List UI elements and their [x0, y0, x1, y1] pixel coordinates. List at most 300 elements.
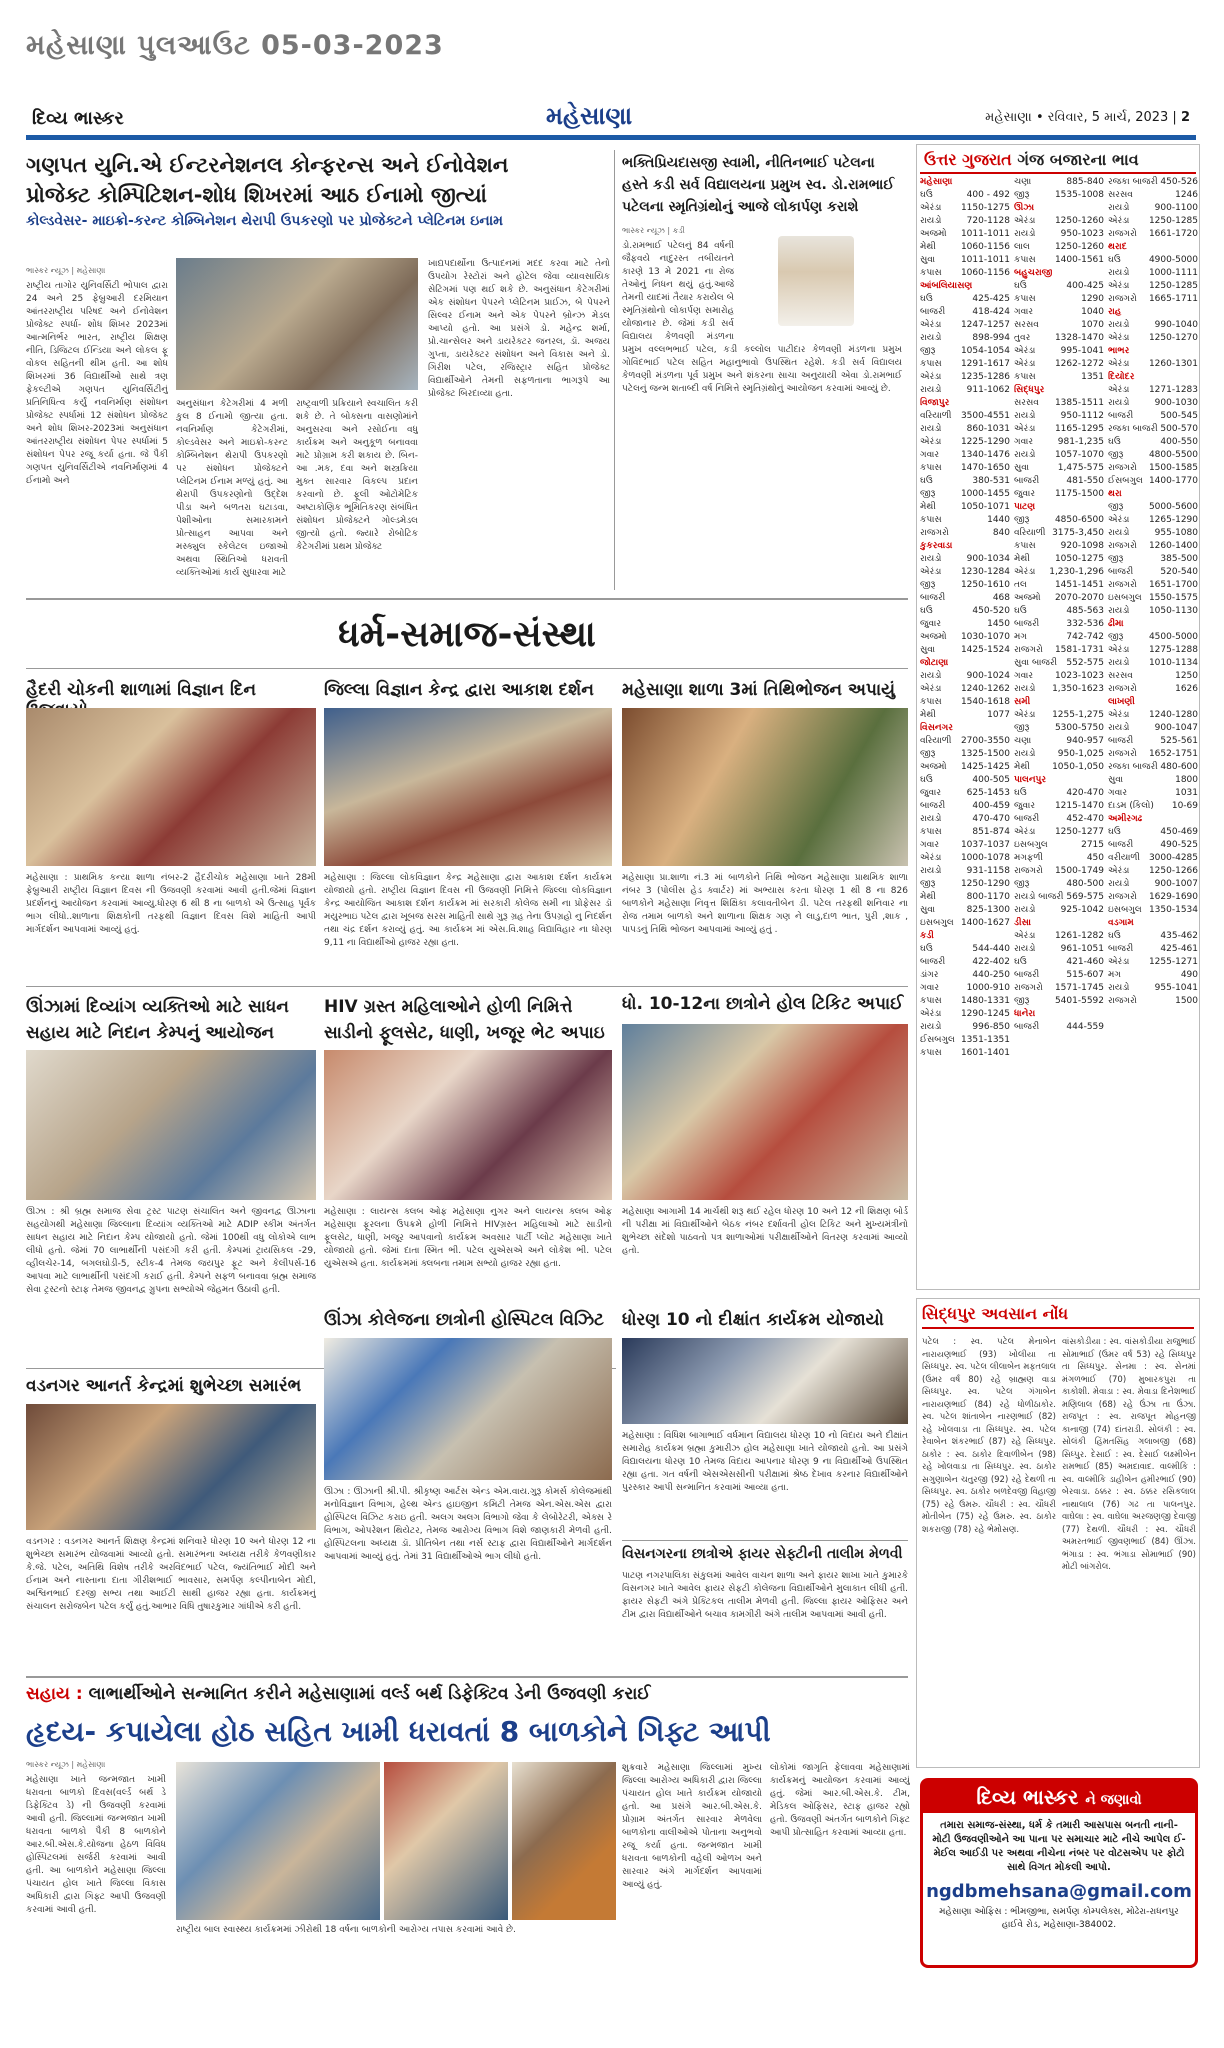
commodity-name: રાયડો	[1108, 398, 1130, 408]
commodity-price: 851-874	[972, 827, 1010, 837]
commodity-name: રાયડો	[920, 333, 942, 343]
market-price-row	[1108, 683, 1198, 696]
market-price-row	[1108, 631, 1198, 644]
market-column	[920, 176, 1010, 1288]
feature-col-2: શુક્રવારે મહેસાણા જિલ્લામાં મુખ્ય જિલ્લા આરોગ્ય અધિકારી દ્વારા જિલ્લા પંચાયત હોલ ખાતે કાર્યક્રમ યોજાયો હતો. આ પ્રસંગે આર.બી.એસ.કે. પ્રોગ્રામ અંતર્ગત સારવાર મેળવેલા બાળકોના વાલીઓએ પોતાના અનુભવો રજૂ કર્યા હતા. જન્મજાત ખામી ધરાવતા બાળકોની વહેલી ઓળખ અને સારવાર અંગે માર્ગદર્શન આપવામાં આવ્યું હતું.	[622, 1763, 762, 1890]
commodity-price: 4850-6500	[1054, 515, 1104, 525]
commodity-name: એરંડા	[1108, 710, 1130, 720]
commodity-name: રાજગરો	[1108, 463, 1137, 473]
market-price-row	[1108, 761, 1198, 774]
commodity-price: 1060-1156	[960, 242, 1010, 252]
commodity-price: 552-575	[1066, 658, 1104, 668]
market-price-row	[1014, 865, 1104, 878]
market-price-row	[1108, 657, 1198, 670]
commodity-name: રાયડો	[920, 814, 942, 824]
market-price-row	[1108, 670, 1198, 683]
commodity-price: 485-563	[1066, 606, 1104, 616]
commodity-price: 1011-1011	[960, 255, 1010, 265]
commodity-price: 1247-1257	[960, 320, 1010, 330]
market-price-row	[1014, 683, 1104, 696]
market-price-row	[1014, 462, 1104, 475]
commodity-price: 421-460	[1066, 957, 1104, 967]
market-price-row	[920, 202, 1010, 215]
commodity-price: 4900-5000	[1148, 255, 1198, 265]
contact-ad	[920, 1778, 1198, 1968]
story-photo	[622, 1338, 908, 1424]
lead-headline-2: પ્રોજેક્ટ કોમ્પિટિશન-શોધ શિખરમાં આઠ ઈનામો જીત્યાં	[26, 183, 487, 207]
commodity-name: સુવા બાજરી	[1014, 658, 1058, 668]
market-price-row	[1014, 228, 1104, 241]
commodity-price: 1800	[1175, 775, 1198, 785]
commodity-price: 1550-1575	[1148, 593, 1198, 603]
commodity-name: રાયડો	[1108, 983, 1130, 993]
commodity-name: જીરૂ	[920, 346, 936, 356]
market-price-row	[920, 293, 1010, 306]
commodity-name: રાયડો	[1108, 658, 1130, 668]
commodity-price: 1240-1262	[960, 684, 1010, 694]
commodity-name: જુવાર	[1014, 801, 1035, 811]
market-price-row	[1108, 995, 1198, 1008]
commodity-price: 898-994	[972, 333, 1010, 343]
commodity-name: ઇસબગુલ	[1108, 593, 1142, 603]
market-center-name: બહુચરાજી	[1014, 268, 1053, 278]
commodity-price: 742-742	[1066, 632, 1104, 642]
commodity-name: રજકા બાજરી	[1108, 424, 1158, 434]
market-price-row	[920, 917, 1010, 930]
commodity-name: રાયડો	[1014, 684, 1036, 694]
commodity-price: 450-520	[972, 606, 1010, 616]
market-price-row	[1108, 527, 1198, 540]
commodity-name: ઘઉં	[1108, 931, 1121, 941]
commodity-price: 4800-5500	[1148, 450, 1198, 460]
commodity-price: 950-1,025	[1057, 749, 1104, 759]
commodity-price: 885-840	[1066, 177, 1104, 187]
market-price-row	[1108, 215, 1198, 228]
commodity-price: 1165-1295	[1054, 424, 1104, 434]
market-price-row	[920, 423, 1010, 436]
market-price-row	[920, 319, 1010, 332]
commodity-price: 1000-1078	[960, 853, 1010, 863]
commodity-price: 444-559	[1066, 1022, 1104, 1032]
story-text: મહેસાણા : પ્રાથમિક કન્યા શાળા નંબર-2 હૈદરીચોક મહેસાણા ખાતે 28મી ફેબ્રુઆરી રાષ્ટ્રીય વિજ્ઞાન દિવસ ની ઉજવણી કરવામાં આવી હતી.જેમાં વિજ્ઞાન પ્રદર્શનનું આયોજન કરવામાં આવ્યુ.ધોરણ 6 થી 8 ના બાળકો એ ઉત્સાહ પૂર્વક ભાગ લીધો..શાળાના શિક્ષકોની તરફથી વિજ્ઞાન દિવસ વિશે માહિતી આપી માર્ગદર્શન આપવામાં આવ્યું હતું.	[26, 873, 316, 935]
commodity-name: બાજરી	[920, 593, 946, 603]
market-price-row	[920, 592, 1010, 605]
market-price-row	[1014, 306, 1104, 319]
commodity-price: 1626	[1175, 684, 1198, 694]
market-price-row	[1108, 930, 1198, 943]
story-text: ઊંઝા : ઊંઝાની શ્રી.પી. શ્રીકૃષ્ણ આર્ટસ એન્ડ એમ.વાય.ગુરૂ કોમર્સ કોલેજમાંથી મનોવિજ્ઞાન વિભાગ, હેલ્થ એન્ડ હાઇજીન કમિટી તેમજ એન.એસ.એસ દ્વારા હોસ્પિટલ વિઝિટ કરાઇ હતી. અલગ અલગ વિભાગો જેવા કે લેબોરેટરી, એક્સ રે વિભાગ, ઓપરેશન થિયેટર, તેમજ આરોગ્ય વિભાગ વિશે જાણકારી મેળવી હતી. હોસ્પિટલના અધ્યક્ષ ડૉ. પ્રીતિબેન તથા નર્સ સ્ટાફ દ્વારા વિદ્યાર્થીઓને માર્ગદર્શન આપવામાં આવ્યું હતું. તેમાં 31 વિદ્યાર્થીઓએ ભાગ લીધો હતો.	[324, 1487, 612, 1562]
commodity-name: રાયડો	[1014, 944, 1036, 954]
commodity-name: એરંડા	[1108, 333, 1130, 343]
commodity-name: એરંડા	[1108, 216, 1130, 226]
commodity-price: 5000-5600	[1148, 502, 1198, 512]
market-price-row	[920, 800, 1010, 813]
commodity-name: સરસવ	[1108, 190, 1133, 200]
commodity-name: જીરૂ	[920, 580, 936, 590]
commodity-price: 1451-1451	[1054, 580, 1104, 590]
commodity-name: રાયડો	[1014, 229, 1036, 239]
market-price-row	[920, 696, 1010, 709]
feature-kicker: સહાય :	[26, 1684, 83, 1704]
commodity-name: ઘઉં	[1014, 606, 1027, 616]
commodity-name: બાજરી	[920, 801, 946, 811]
market-center-name: આંબલિયાસણ	[920, 281, 973, 291]
commodity-name: ઘઉં	[920, 190, 933, 200]
market-price-row	[920, 488, 1010, 501]
tribute-text: ડો.રામભાઈ પટેલનું 84 વર્ષની જૈફવયે નાદુરસ્ત તબીયતને કારણે 13 મે 2021 ના રોજ તેઓનું નિધન થયું હતું.આજે તેમની યાદમાં તૈયાર કરાયેલ બે સ્મૃતિગ્રંથોનો લોકાર્પણ સમારોહ યોજાનાર છે. જેમાં કડી સર્વ વિદ્યાલય કેળવણી મંડળના પ્રમુખ વલ્લભભાઈ પટેલ, કડી કલ્લોલ પાટીદાર કેળવણી મંડળના પ્રમુખ ગોવિંદભાઈ પટેલ સહિત મહાનુભાવો ઉપસ્થિત રહેશે. કડી સર્વ વિદ્યાલય કેળવણી મંડળના પૂર્વ પ્રમુખ અને શંકરના સાચા અનુયાયી એવા ડો.રામભાઈ પટેલનું જન્મ શતાબ્દી વર્ષ નિમિત્તે સ્મૃતિગ્રંથોનું આયોજન કરવામાં આવ્યું છે.	[622, 241, 902, 394]
commodity-name: ગવાર	[1014, 671, 1034, 681]
feature-photo	[176, 1762, 380, 1920]
commodity-price: 544-440	[972, 944, 1010, 954]
commodity-name: મેથી	[920, 710, 936, 720]
market-price-row	[1014, 397, 1104, 410]
story-photo	[26, 708, 316, 866]
commodity-name: એરંડા	[1014, 931, 1036, 941]
commodity-name: સુવા	[920, 645, 936, 655]
commodity-name: રાજગરો	[1014, 983, 1043, 993]
commodity-name: રાજગરો	[1108, 541, 1137, 551]
commodity-price: 825-1300	[966, 905, 1010, 915]
commodity-name: રાયડો	[1014, 749, 1036, 759]
commodity-name: ઘઉં	[1014, 788, 1027, 798]
commodity-price: 1601-1401	[960, 1048, 1010, 1058]
commodity-price: 1325-1500	[960, 749, 1010, 759]
commodity-name: એરંડા	[1014, 346, 1036, 356]
dateline: મહેસાણા • રવિવાર, 5 માર્ચ, 2023 | 2	[985, 110, 1190, 125]
commodity-price: 452-470	[1066, 814, 1104, 824]
story-text: મહેસાણા : જિલ્લા લોકવિજ્ઞાન કેન્દ્ર મહેસાણા દ્વારા આકાશ દર્શન કાર્યક્રમ યોજાયો હતો. રાષ્ટ્રીય વિજ્ઞાન દિવસ ની ઉજવણી નિમિત્તે જિલ્લા લોકવિજ્ઞાન કેન્દ્ર આયોજિત આકાશ દર્શન કાર્યક્રમ માં સરકારી કોલેજ સમી ના પ્રોફેસર ડૉ મયુરભાઇ પટેલ દ્વારા ખૂબજ સરસ માહિતી સાથે ગુરૂ ગ્રહ તેના ઉપગ્રહો નુ નિદર્શન તથા ચંદ્ર દર્શન કરાવ્યું હતું. આ કાર્યક્રમ માં એસ.વિ.શાહ વિદ્યાવિહાર ના ધોરણ 9,11 ના વિદ્યાર્થીઓ હાજર રહ્યા હતા.	[324, 873, 612, 948]
commodity-price: 1175-1500	[1054, 489, 1104, 499]
market-price-row	[920, 527, 1010, 540]
market-price-row	[1014, 345, 1104, 358]
commodity-name: જીરૂ	[920, 749, 936, 759]
market-price-row	[1108, 280, 1198, 293]
feature-headline-2: હૃદય- કપાયેલા હોઠ સહિત ખામી ધરાવતાં 8 બાળકોને ગિફ્ટ આપી	[26, 1715, 771, 1748]
commodity-price: 1070	[1081, 320, 1104, 330]
story-photo	[622, 1024, 908, 1200]
commodity-name: ઘઉં	[920, 294, 933, 304]
market-price-row	[1014, 826, 1104, 839]
ad-text: તમારા સમાજ-સંસ્થા, ધર્મ કે તમારી આસપાસ બનતી નાની-મોટી ઉજવણીઓને આ પાના પર સમાચાર માટે નીચે આપેલ ઈ-મેઈલ આઈડી પર અથવા નીચેના નંબર પર વોટસએપ પર ફોટો સાથે વિગત મોકલી આપો.	[932, 1820, 1186, 1873]
commodity-price: 990-1040	[1154, 320, 1198, 330]
market-price-row	[1014, 280, 1104, 293]
market-price-row	[1108, 735, 1198, 748]
market-price-row	[1108, 384, 1198, 397]
commodity-price: 625-1453	[966, 788, 1010, 798]
commodity-name: ગવાર	[1014, 437, 1034, 447]
market-price-row	[920, 631, 1010, 644]
commodity-price: 1440	[987, 515, 1010, 525]
commodity-name: તલ	[1014, 580, 1027, 590]
feature-col-1: મહેસાણા ખાતે જન્મજાત ખામી ધરાવતા બાળકો દિવસ(વર્લ્ડ બર્થ ડે ડિફેક્ટિવ ડે) ની ઉજવણી કરવામાં આવી હતી. જિલ્લામાં જન્મજાત ખામી ધરાવતા બાળકો પૈકી 8 બાળકોને આર.બી.એસ.કે.યોજના હેઠળ વિવિધ હોસ્પિટલમાં સર્જરી કરવામાં આવી હતી. આ બાળકોને મહેસાણા જિલ્લા પંચાયત હોલ ખાતે જિલ્લા વિકાસ અધિકારી દ્વારા ગિફ્ટ આપી ઉજવણી કરવામાં આવી હતી.	[26, 1775, 166, 1915]
commodity-price: 420-470	[1066, 788, 1104, 798]
market-price-row	[920, 384, 1010, 397]
story-headline: ઊંઝામાં દિવ્યાંગ વ્યક્તિઓ માટે સાધન સહાય માટે નિદાન કેમ્પનું આયોજન	[26, 997, 289, 1043]
market-price-row	[1014, 579, 1104, 592]
market-price-row	[920, 501, 1010, 514]
commodity-name: રાજગરો	[1014, 645, 1043, 655]
commodity-name: એરંડા	[1108, 957, 1130, 967]
commodity-price: 1050-1130	[1148, 606, 1198, 616]
commodity-name: રાજગરો	[920, 528, 949, 538]
market-price-row	[920, 358, 1010, 371]
market-price-row	[1108, 267, 1198, 280]
commodity-name: લાલ	[1014, 242, 1030, 252]
commodity-name: એરંડા	[1014, 216, 1036, 226]
market-price-row	[1014, 332, 1104, 345]
market-price-row	[920, 332, 1010, 345]
market-center-name: જોટાણા	[920, 658, 949, 668]
commodity-name: રાયડો	[920, 216, 942, 226]
commodity-price: 1037-1037	[960, 840, 1010, 850]
commodity-price: 1050-1275	[1054, 554, 1104, 564]
story-headline: ઊંઝા કોલેજના છાત્રોની હોસ્પિટલ વિઝિટ	[324, 1310, 604, 1330]
feature-byline: ભાસ્કર ન્યૂઝ | મહેસાણા	[26, 1760, 106, 1769]
market-price-row	[1014, 605, 1104, 618]
market-price-row	[1108, 436, 1198, 449]
commodity-price: 940-957	[1066, 736, 1104, 746]
market-price-row	[920, 1034, 1010, 1047]
commodity-name: રાયડો	[920, 385, 942, 395]
commodity-price: 1261-1282	[1054, 931, 1104, 941]
obituary-title: સિદ્ધપુર અવસાન નોંધ	[922, 1304, 1194, 1329]
story-text: મહેસાણા : વિધિશ બાગાભાઈ વર્ધમાન વિદ્યાલય ધોરણ 10 નો વિદાય અને દીક્ષાંત સમારોહ કાર્યક્રમ બ્રહ્મા કુમારીઝ હોલ મહેસાણા ખાતે યોજાયો હતો. આ પ્રસંગે વિદ્યાલયના ધોરણ 10 તેમજ વિદાય આપનાર ધોરણ 9 ના વિદ્યાર્થીઓ ઉપસ્થિત રહ્યા હતા. ગત વર્ષની એસએસસીની પરીક્ષામાં શ્રેષ્ઠ દેખાવ કરનાર વિદ્યાર્થીઓને પુરસ્કાર આપી સન્માનિત કરવામાં આવ્યા હતા.	[622, 1431, 908, 1493]
market-price-row	[1108, 748, 1198, 761]
commodity-price: 332-536	[1066, 619, 1104, 629]
market-price-row	[1108, 579, 1198, 592]
commodity-name: સરસવ	[1014, 398, 1039, 408]
commodity-price: 995-1041	[1060, 346, 1104, 356]
commodity-name: રાજગરો	[1014, 866, 1043, 876]
commodity-price: 1250-1290	[960, 879, 1010, 889]
row-divider	[622, 1540, 908, 1541]
market-price-row	[1108, 176, 1198, 189]
commodity-name: બાજરી	[1108, 567, 1134, 577]
commodity-name: ઘઉં	[1014, 281, 1027, 291]
market-price-row	[920, 644, 1010, 657]
commodity-name: ઘઉં	[1108, 437, 1121, 447]
commodity-name: ઇસબગુલ	[920, 918, 954, 928]
commodity-price: 480-600	[1160, 762, 1198, 772]
commodity-price: 1260-1400	[1148, 541, 1198, 551]
market-price-row	[1014, 904, 1104, 917]
market-price-row	[1108, 826, 1198, 839]
commodity-price: 5401-5592	[1054, 996, 1104, 1006]
market-price-row	[1014, 618, 1104, 631]
commodity-price: 720-1128	[966, 216, 1010, 226]
commodity-name: કપાસ	[1014, 372, 1036, 382]
market-price-row	[1014, 449, 1104, 462]
commodity-price: 1000-1111	[1148, 268, 1198, 278]
market-center-name: ઢીમા	[1108, 619, 1124, 629]
market-price-row	[1108, 644, 1198, 657]
story-headline: ધો. 10-12ના છાત્રોને હોલ ટિકિટ અપાઈ	[622, 994, 904, 1014]
commodity-name: એરંડા	[1108, 359, 1130, 369]
commodity-name: કપાસ	[920, 463, 942, 473]
commodity-name: મગફળી	[1014, 853, 1043, 863]
lead-col-3: રાષ્ટ્રવાળી પ્રક્રિયાને સ્વચાલિત કરી શકે છે. તે બોક્સના વાસણોમાંને અનુસરવા અને રસોઈના વધુ કાર્યક્રમ અને અનુકૂળ બનાવવા માટે પ્રોગ્રામ કરી શકાય છે. બિન-આ .મક, દવા અને શસ્ત્રક્રિયા મુક્ત સારવાર વિકલ્પ પ્રદાન કરવાનો છે. ફૂલી ઓટોમેટિક અષ્ટાકોણિક ભૂમિતિકરણ સંબંધિત સંશોધન પ્રોજેક્ટને ગોલ્ડમેડલ જીત્યો હતો. જ્યારે રોબોટિક કેટેગરીમાં પ્રથમ પ્રોજેક્ટ	[296, 399, 418, 552]
commodity-price: 450-526	[1160, 177, 1198, 187]
story-text: મહેસાણા આગામી 14 માર્ચથી શરૂ થઈ રહેલ ધોરણ 10 અને 12 ની શિક્ષણ બોર્ડ ની પરીક્ષા માં વિદ્યાર્થીઓને બેઠક નંબર દર્શાવતી હોલ ટિકિટ અને મુખ્યમંત્રીનો શુભેચ્છા સંદેશો પાઠવતો પત્ર શાળાઓમાં પરીક્ષાર્થીઓને વિતરણ કરવામાં આવ્યો હતો.	[622, 1207, 908, 1256]
story-headline: ધોરણ 10 નો દીક્ષાંત કાર્યક્રમ યોજાયો	[622, 1310, 884, 1330]
market-price-row	[1108, 553, 1198, 566]
commodity-price: 1328-1470	[1054, 333, 1104, 343]
commodity-price: 1290-1245	[960, 1009, 1010, 1019]
market-price-row	[920, 618, 1010, 631]
commodity-name: સરસવ	[1108, 671, 1133, 681]
market-price-row	[920, 774, 1010, 787]
market-price-row	[920, 1047, 1010, 1060]
obituary-col-2: વાંસકોડીયા : સ્વ. વાંસકોડીયા રાજુભાઈ સોમાભાઈ (ઉમર વર્ષ 53) રહે સિધ્ધપુર તા સિધ્ધપુર. સેનમા : સ્વ. સેનમાં મંગળભાઈ (70) મુબારકપુરા તા કાકોશી. મેવાડા : સ્વ. મેવાડા દિનેશભાઈ મણિલાલ (68) રહે ઉંઝા તા ઉંઝા. રાજપૂત : સ્વ. રાજપૂત મોહનજી કાનાજી (74) દાંતરાડી. સોલંકી : સ્વ. સોલંકી હિંમતસિંહ ગલાબજી (68) સિધ્પુર. દેસાઈ : સ્વ. દેસાઈ લક્ષ્મીબેન રામભાઈ (85) અમદાવાદ. વાલ્મીકિ : સ્વ. વાલ્મીકિ ડાહીબેન હમીરભાઈ (90) બેરવાડા. ઠક્કર : સ્વ. ઠક્કર રસિકલાલ નાથાલાલ (76) ગઢ તા પાલનપુર. વાઘેલા : સ્વ. વાઘેલા અરજણજી દેવાજી (77) દેથળી. ચૌધરી : સ્વ. ચૌધરી અમરતભાઈ જીવણભાઈ (84) ઊંઝા. ભંગાડા : સ્વ. ભંગાડા સોમાભાઈ (90) મોટી બાંગરોલ.	[1062, 1337, 1196, 1572]
market-center-name: અમીરગઢ	[1108, 814, 1143, 824]
market-price-row	[1014, 982, 1104, 995]
commodity-name: ઘઉં	[1014, 957, 1027, 967]
commodity-price: 931-1158	[966, 866, 1010, 876]
commodity-price: 1271-1283	[1148, 385, 1198, 395]
commodity-price: 490	[1180, 970, 1198, 980]
market-price-row	[1108, 865, 1198, 878]
story-headline: HIV ગ્રસ્ત મહિલાઓને હોળી નિમિત્તે સાડીનો ફૂલસેટ, ધાણી, ખજૂર ભેટ અપાઇ	[324, 997, 605, 1043]
market-price-row	[1014, 475, 1104, 488]
commodity-name: મગ	[1014, 632, 1027, 642]
market-price-row	[1108, 904, 1198, 917]
lead-col-2: અનુસંધાન કેટેગરીમાં 4 મળી કુલ 8 ઈનામો જીત્યા હતા. નવનિર્માણ કેટેગરીમાં, કોલ્ડવેસર અને માઇક્રો-કરન્ટ કોમ્બિનેશન થેરાપી ઉપકરણો પર સંશોધન પ્રોજેક્ટને પ્લેટિનમ ઈનામ મળ્યું હતું. આ થેરાપી ઉપકરણોનો ઉદ્દેશ પીડા અને બળતરા ઘટાડવા, પેશીઓના સમારકામને પ્રોત્સાહન આપવા અને મસ્ક્યુલ સ્કેલેટલ ઇજાઓ અથવા સ્થિતિઓ ધરાવતી વ્યક્તિઓમાં કાર્ય સુધારવા માટે	[176, 399, 288, 578]
commodity-price: 418-424	[972, 307, 1010, 317]
commodity-name: જીરૂ	[1014, 996, 1030, 1006]
lead-story	[26, 150, 606, 232]
market-price-row	[1014, 878, 1104, 891]
commodity-price: 470-470	[972, 814, 1010, 824]
market-price-row	[1108, 943, 1198, 956]
market-title: ઉત્તર ગુજરાત ગંજ બજારના ભાવ	[920, 148, 1196, 174]
market-center-name: રાહ	[1108, 307, 1122, 317]
commodity-name: જીરૂ	[1014, 190, 1030, 200]
commodity-name: જુવાર	[920, 788, 941, 798]
commodity-price: 1262-1272	[1054, 359, 1104, 369]
commodity-price: 450-469	[1160, 827, 1198, 837]
market-price-row	[920, 982, 1010, 995]
commodity-name: જીરૂ	[1014, 879, 1030, 889]
commodity-name: ચણા	[1014, 736, 1032, 746]
brand-logo: દિવ્ય ભાસ્કર	[32, 108, 124, 129]
commodity-price: 1050-1,050	[1052, 762, 1104, 772]
market-price-row	[1014, 293, 1104, 306]
market-price-row	[1108, 189, 1198, 202]
commodity-price: 1340-1476	[960, 450, 1010, 460]
commodity-price: 911-1062	[966, 385, 1010, 395]
market-price-row	[1108, 787, 1198, 800]
commodity-price: 1011-1011	[960, 229, 1010, 239]
commodity-price: 1255-1271	[1148, 957, 1198, 967]
ad-address: મહેસાણા ઓફિસ : ભીમજીભા, સમર્પણ કોમ્પલેક્સ, મોઢેરા-રાધનપુર હાઈવે રોડ, મહેસાણા-384002.	[939, 1907, 1179, 1930]
section-title: ધર્મ-સમાજ-સંસ્થા	[338, 614, 596, 655]
market-center-name: થરાદ	[1108, 242, 1127, 252]
market-price-row	[920, 956, 1010, 969]
market-price-row	[920, 228, 1010, 241]
edition-line: મહેસાણા પુલઆઉટ 05-03-2023	[26, 30, 444, 61]
market-price-row	[920, 605, 1010, 618]
commodity-name: રજકા બાજરી	[1108, 177, 1158, 187]
commodity-name: રાયડો	[920, 671, 942, 681]
commodity-price: 1535-1008	[1054, 190, 1104, 200]
story-headline: જિલ્લા વિજ્ઞાન કેન્દ્ર દ્વારા આકાશ દર્શન	[324, 680, 594, 700]
commodity-name: અજમો	[920, 632, 947, 642]
commodity-name: રાયડો	[1108, 723, 1130, 733]
market-price-row	[1108, 332, 1198, 345]
commodity-price: 400-550	[1160, 437, 1198, 447]
commodity-price: 860-1031	[966, 424, 1010, 434]
lead-col-4: ખાદ્યપદાર્થોના ઉત્પાદનમાં મદદ કરવા માટે તેનો ઉપયોગ રેસ્ટોરાં અને હોટેલ જેવા વ્યાવસાયિક સેટિંગમાં પણ થઈ શકે છે. અનુસંધાન કેટેગરીમાં એક સંશોધન પેપરને પ્લેટિનમ પ્રાઈઝ, બે પેપરને સિલ્વર ઈનામ અને એક પેપરને બ્રોન્ઝ મેડલ આપ્યો હતો. આ પ્રસંગે ડો. મહેન્દ્ર શર્મા, પ્રો.ચાન્સેલર અને ડાયરેક્ટર જનરલ, ડૉ. અજય ગુપ્તા, ડાયરેક્ટર સંશોધન અને વિકાસ અને ડો. ગિરીશ પટેલ, રજિસ્ટ્રાર સહિત પ્રોજેક્ટ વિદ્યાર્થીઓને તેમની સફળતાના ભાગરૂપે આ પ્રોજેક્ટ બિરદાવ્યા હતા.	[428, 259, 610, 399]
commodity-name: મગ	[1108, 970, 1121, 980]
commodity-name: રાજગરો	[1108, 684, 1137, 694]
market-price-row	[920, 241, 1010, 254]
market-price-row	[1014, 631, 1104, 644]
market-price-row	[920, 345, 1010, 358]
commodity-name: જીરૂ	[1108, 450, 1124, 460]
commodity-price: 1250-1285	[1148, 281, 1198, 291]
commodity-name: કપાસ	[920, 359, 942, 369]
market-price-row	[1014, 371, 1104, 384]
market-price-row	[920, 1008, 1010, 1021]
commodity-price: 400-425	[1066, 281, 1104, 291]
market-price-row	[920, 709, 1010, 722]
commodity-name: ઘઉં	[1108, 827, 1121, 837]
commodity-price: 925-1042	[1060, 905, 1104, 915]
lead-subhead: કોલ્ડવેસર- માઇક્રો-કરન્ટ કોમ્બિનેશન થેરાપી ઉપકરણો પર પ્રોજેક્ટને પ્લેટિનમ ઇનામ	[26, 213, 504, 229]
commodity-name: ગવાર	[920, 450, 940, 460]
market-price-row	[1014, 254, 1104, 267]
commodity-name: એરંડા	[920, 1009, 942, 1019]
commodity-name: એરંડા	[920, 437, 942, 447]
commodity-name: કપાસ	[920, 1048, 942, 1058]
row-divider	[26, 986, 908, 987]
market-price-row	[1014, 657, 1104, 670]
market-price-row	[920, 1021, 1010, 1034]
commodity-price: 422-402	[972, 957, 1010, 967]
commodity-name: બાજરી	[1014, 619, 1040, 629]
commodity-name: બાજરી	[1108, 411, 1134, 421]
commodity-price: 1581-1731	[1054, 645, 1104, 655]
market-price-row	[920, 436, 1010, 449]
commodity-price: 1250	[1175, 671, 1198, 681]
market-price-row	[1014, 592, 1104, 605]
market-price-row	[1108, 475, 1198, 488]
feature-photo	[512, 1762, 616, 1920]
commodity-price: 1351-1351	[960, 1035, 1010, 1045]
commodity-name: અજમો	[920, 229, 947, 239]
commodity-name: કપાસ	[1014, 255, 1036, 265]
commodity-name: મેથી	[920, 892, 936, 902]
commodity-name: એરંડા	[920, 320, 942, 330]
commodity-name: રાયડો	[1108, 606, 1130, 616]
commodity-name: અજમો	[1014, 593, 1041, 603]
market-price-row	[1108, 878, 1198, 891]
market-price-row	[920, 306, 1010, 319]
market-column	[1108, 176, 1198, 1288]
commodity-price: 1150-1275	[960, 203, 1010, 213]
ad-email[interactable]: ngdbmehsana@gmail.com	[926, 1881, 1192, 1902]
market-price-row	[1108, 605, 1198, 618]
commodity-name: રાજગરો	[1108, 892, 1137, 902]
commodity-price: 1500-1585	[1148, 463, 1198, 473]
commodity-price: 1250-1277	[1054, 827, 1104, 837]
market-price-row	[1108, 462, 1198, 475]
commodity-price: 1,475-575	[1057, 463, 1104, 473]
commodity-name: જીરૂ	[1108, 502, 1124, 512]
commodity-name: એરંડા	[1014, 710, 1036, 720]
story-text: પાટણ નગરપાલિકા સંકુલમાં આવેલ વાચન શાળા અને ફાયર શાખા ખાતે કુમારકે વિસનગર ખાતે આવેલ ફાયર સેફટી કોલેજના વિદ્યાર્થીઓને મુલાકાત લીધી હતી. ફાયર સેફટી અંગે પ્રેક્ટિકલ તાલીમ મેળવી હતી. જિલ્લા ફાયર ઓફિસર અને ટીમ દ્વારા વિદ્યાર્થીઓને બચાવ કામગીરી અંગે તાલીમ આપવામાં આવી હતી.	[622, 1571, 908, 1620]
market-price-row	[1108, 449, 1198, 462]
